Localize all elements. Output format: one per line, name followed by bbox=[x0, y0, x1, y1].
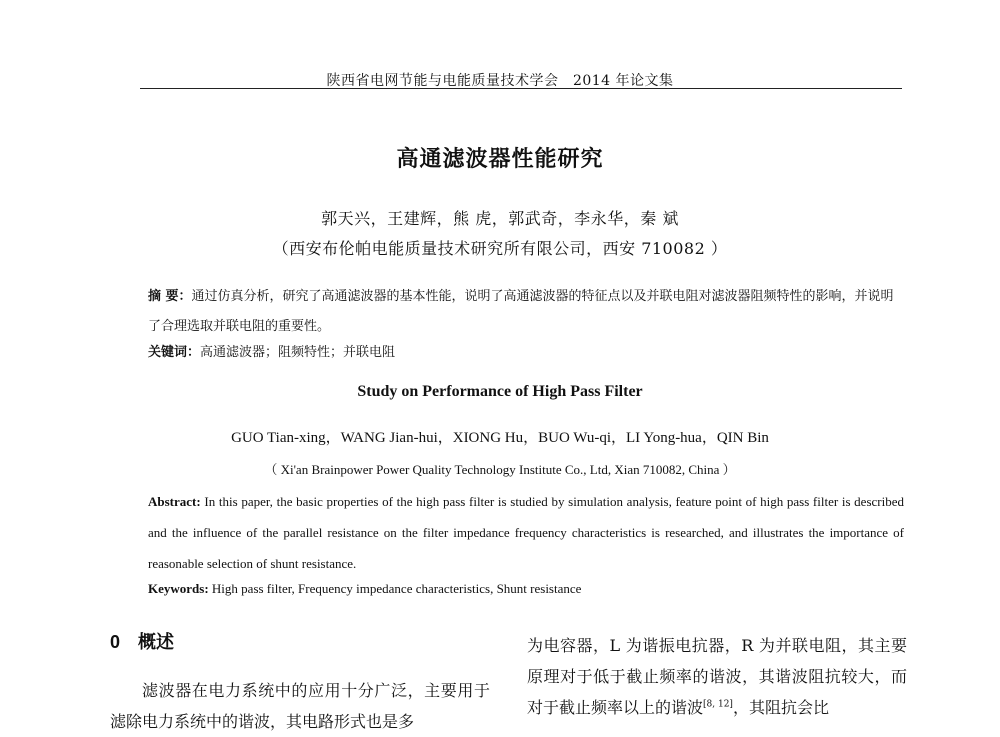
body-column-left: 滤波器在电力系统中的应用十分广泛，主要用于滤除电力系统中的谐波，其电路形式也是多 bbox=[110, 681, 490, 731]
authors-cn: 郭天兴，王建辉，熊 虎，郭武奇，李永华，秦 斌 bbox=[321, 209, 679, 228]
affiliation-cn: （西安布伦帕电能质量技术研究所有限公司，西安 710082 ） bbox=[272, 239, 728, 258]
abstract-en-text: In this paper, the basic properties of the high pass filter is studied by simulation analysis, feature point of high pass filter is described and the influence of the parallel resistance on the filter impedance frequency characteristics is researched, and illustrates the importance of reasonable selection of shunt resistance. bbox=[148, 494, 904, 571]
abstract-en-label: Abstract: bbox=[148, 494, 201, 509]
abstract-cn bbox=[148, 282, 904, 342]
keywords-en-label: Keywords: bbox=[148, 581, 209, 596]
citation: [8, 12] bbox=[703, 699, 733, 710]
running-header: 陕西省电网节能与电能质量技术学会 2014 年论文集 bbox=[326, 73, 674, 89]
body-right-text-2: ，其阻抗会比 bbox=[732, 698, 829, 717]
body-column-right bbox=[527, 630, 907, 723]
section-number: 0 bbox=[110, 632, 121, 652]
section-heading bbox=[110, 628, 174, 654]
keywords-en bbox=[148, 580, 904, 598]
abstract-cn-text: 通过仿真分析，研究了高通滤波器的基本性能，说明了高通滤波器的特征点以及并联电阻对滤波器阻频特性的影响，并说明了合理选取并联电阻的重要性。 bbox=[148, 289, 894, 334]
authors-en: GUO Tian-xing，WANG Jian-hui，XIONG Hu，BUO Wu-qi，LI Yong-hua，QIN Bin bbox=[231, 430, 769, 446]
keywords-en-text: High pass filter, Frequency impedance characteristics, Shunt resistance bbox=[208, 581, 582, 596]
paper-title-en: Study on Performance of High Pass Filter bbox=[357, 383, 643, 400]
keywords-cn bbox=[148, 344, 904, 362]
paper-title-cn: 高通滤波器性能研究 bbox=[396, 146, 604, 172]
section-title: 概述 bbox=[138, 632, 175, 653]
keywords-cn-label: 关键词： bbox=[148, 345, 201, 360]
abstract-cn-label: 摘 要： bbox=[148, 289, 192, 304]
affiliation-en: （ Xi'an Brainpower Power Quality Technology Institute Co., Ltd, Xian 710082, China ） bbox=[264, 462, 736, 477]
header-rule bbox=[140, 88, 902, 89]
abstract-en bbox=[148, 486, 904, 579]
body-right-text-1: 为电容器，L 为谐振电抗器，R 为并联电阻，其主要原理对于低于截止频率的谐波，其谐波阻抗较大，而对于截止频率以上的谐波 bbox=[527, 636, 907, 717]
keywords-cn-text: 高通滤波器；阻频特性；并联电阻 bbox=[200, 345, 396, 360]
